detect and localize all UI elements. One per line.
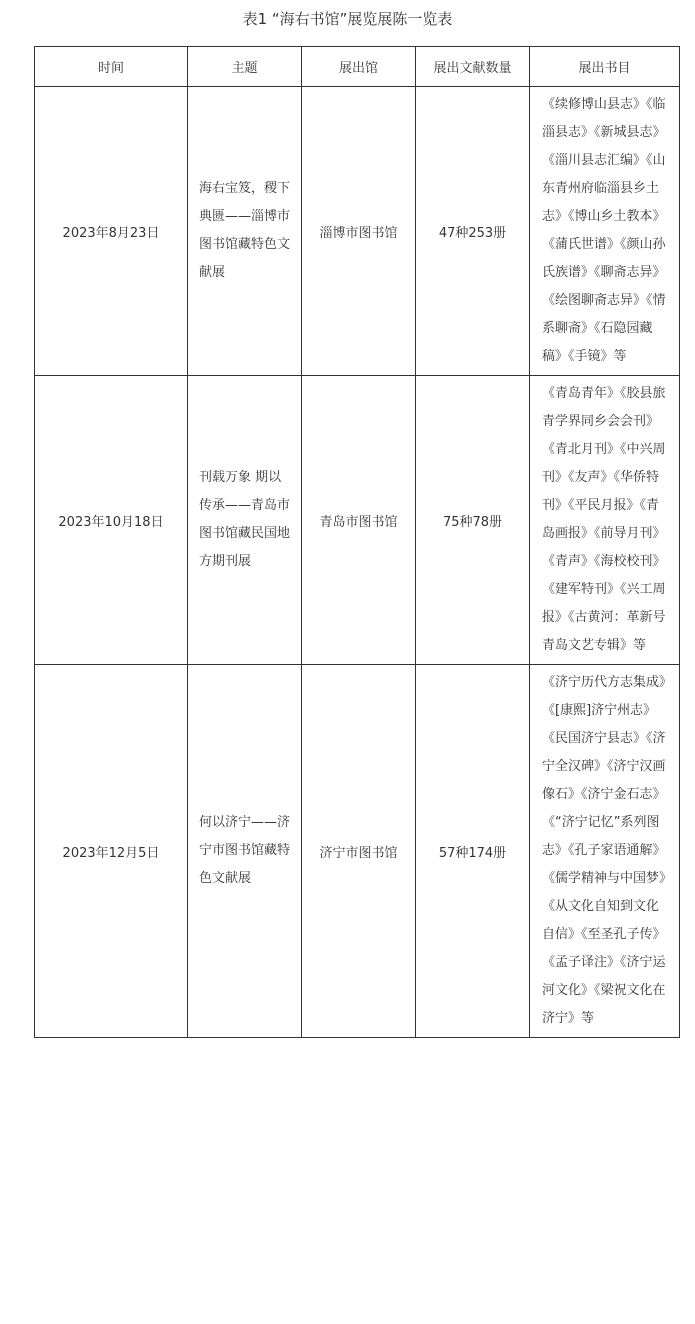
cell-venue: 青岛市图书馆 <box>302 376 416 665</box>
cell-titles: 《续修博山县志》《临淄县志》《新城县志》《淄川县志汇编》《山东青州府临淄县乡土志》《博山乡土教本》《蒲氏世谱》《颜山孙氏族谱》《聊斋志异》《绘图聊斋志异》《情系聊斋》《石隐园藏稿》《手镜》等 <box>530 87 680 376</box>
cell-time: 2023年8月23日 <box>35 87 188 376</box>
table-caption: 表1 “海右书馆”展览展陈一览表 <box>242 10 453 28</box>
cell-theme: 海右宝笈，稷下典匮——淄博市图书馆藏特色文献展 <box>188 87 302 376</box>
table-row <box>35 376 680 665</box>
header-row <box>35 47 680 87</box>
cell-count: 75种78册 <box>416 376 530 665</box>
header-theme: 主题 <box>188 47 302 87</box>
cell-theme: 刊载万象 期以传承——青岛市图书馆藏民国地方期刊展 <box>188 376 302 665</box>
cell-theme: 何以济宁——济宁市图书馆藏特色文献展 <box>188 665 302 1038</box>
cell-time: 2023年12月5日 <box>35 665 188 1038</box>
header-count: 展出文献数量 <box>416 47 530 87</box>
header-venue: 展出馆 <box>302 47 416 87</box>
table-row <box>35 87 680 376</box>
header-titles: 展出书目 <box>530 47 680 87</box>
exhibition-table <box>34 46 680 1038</box>
cell-venue: 济宁市图书馆 <box>302 665 416 1038</box>
cell-count: 47种253册 <box>416 87 530 376</box>
header-time: 时间 <box>35 47 188 87</box>
cell-titles: 《青岛青年》《胶县旅青学界同乡会会刊》《青北月刊》《中兴周刊》《友声》《华侨特刊》《平民月报》《青岛画报》《前导月刊》《青声》《海校校刊》《建军特刊》《兴工周报》《古黄河：革新号青岛文艺专辑》等 <box>530 376 680 665</box>
cell-count: 57种174册 <box>416 665 530 1038</box>
cell-time: 2023年10月18日 <box>35 376 188 665</box>
table-row <box>35 665 680 1038</box>
cell-venue: 淄博市图书馆 <box>302 87 416 376</box>
cell-titles: 《济宁历代方志集成》《[康熙]济宁州志》《民国济宁县志》《济宁全汉碑》《济宁汉画像石》《济宁金石志》《“济宁记忆”系列图志》《孔子家语通解》《儒学精神与中国梦》《从文化自知到文化自信》《至圣孔子传》《孟子译注》《济宁运河文化》《梁祝文化在济宁》等 <box>530 665 680 1038</box>
